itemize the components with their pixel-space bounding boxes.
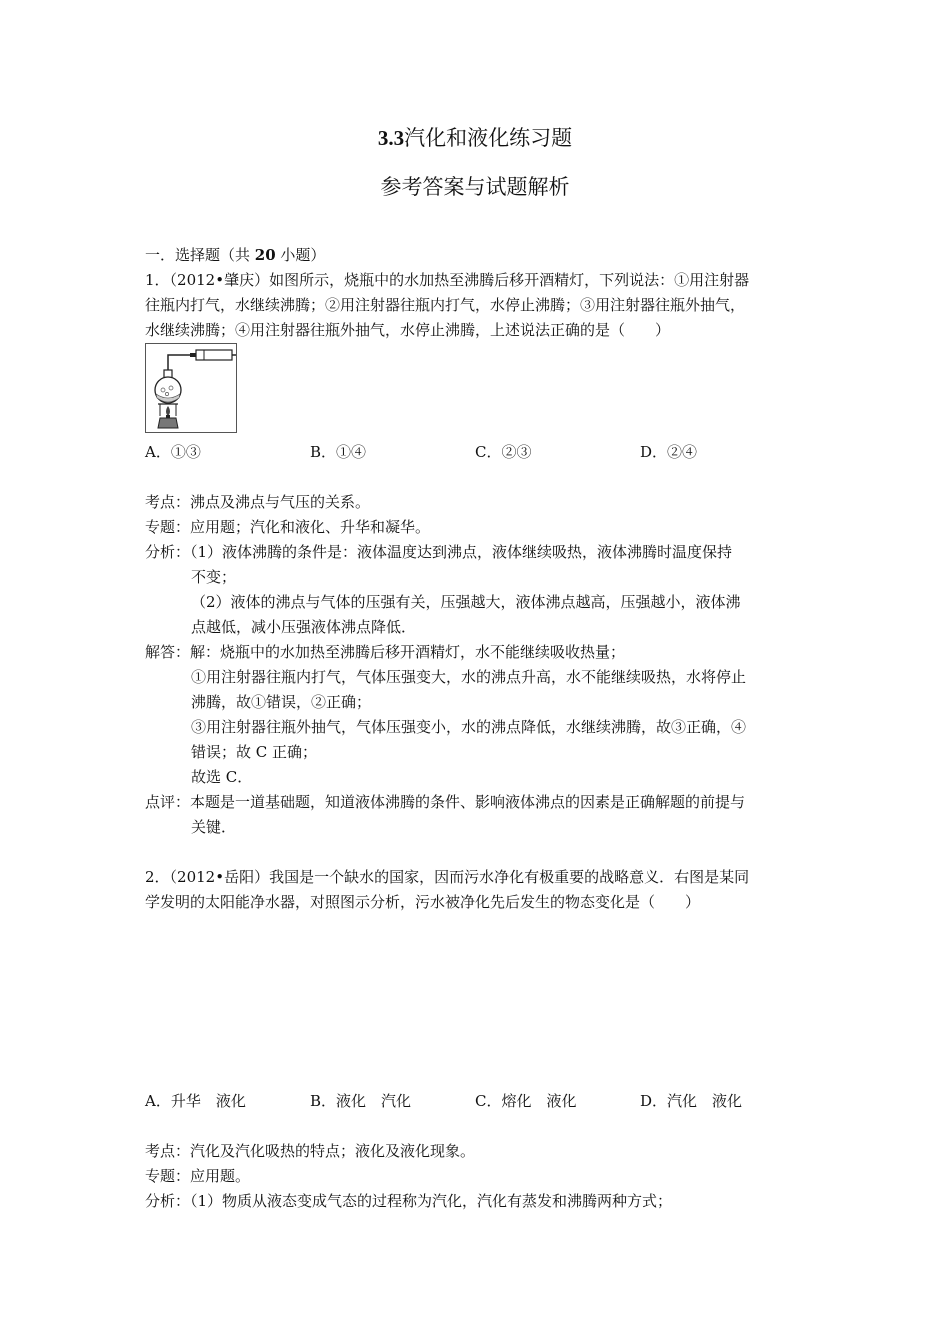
q2-option-d: D．汽化 液化 <box>640 1092 743 1110</box>
q2-stem-line-2: 学发明的太阳能净水器，对照图示分析，污水被净化先后发生的物态变化是（ ） <box>145 893 701 911</box>
q2-fenxi-line-1: 分析：（1）物质从液态变成气态的过程称为汽化，汽化有蒸发和沸腾两种方式； <box>145 1192 673 1210</box>
q1-zhuanti: 专题：应用题；汽化和液化、升华和凝华。 <box>145 518 431 536</box>
q1-fenxi-line-1: 分析：（1）液体沸腾的条件是：液体温度达到沸点，液体继续吸热，液体沸腾时温度保持 <box>145 543 733 561</box>
question-count: 20 <box>254 246 276 264</box>
page-title <box>0 124 950 152</box>
q2-option-a: A．升华 液化 <box>145 1092 246 1110</box>
q1-jieda-line-4: ③用注射器往瓶外抽气，气体压强变小，水的沸点降低，水继续沸腾，故③正确，④ <box>191 718 747 736</box>
title-main: 汽化和液化练习题 <box>404 126 573 150</box>
q1-fenxi-line-2: 不变； <box>191 568 237 586</box>
q2-stem-line-1: 2．（2012•岳阳）我国是一个缺水的国家，因而污水净化有极重要的战略意义．右图是某同 <box>145 868 750 886</box>
q1-stem-line-1: 1．（2012•肇庆）如图所示，烧瓶中的水加热至沸腾后移开酒精灯，下列说法：①用注射器 <box>145 271 750 289</box>
q1-option-c: C．②③ <box>475 443 532 461</box>
q1-jieda-line-3: 沸腾，故①错误，②正确； <box>191 693 372 711</box>
q2-kaodian: 考点：汽化及汽化吸热的特点；液化及液化现象。 <box>145 1142 476 1160</box>
q1-kaodian: 考点：沸点及沸点与气压的关系。 <box>145 493 371 511</box>
q1-fenxi-line-3: （2）液体的沸点与气体的压强有关，压强越大，液体沸点越高，压强越小，液体沸 <box>191 593 741 611</box>
q1-jieda-line-5: 错误；故 C 正确； <box>191 743 318 761</box>
q2-zhuanti: 专题：应用题。 <box>145 1167 251 1185</box>
q1-jieda-line-2: ①用注射器往瓶内打气，气体压强变大，水的沸点升高，水不能继续吸热，水将停止 <box>191 668 747 686</box>
page-subtitle: 参考答案与试题解析 <box>380 175 570 199</box>
q1-jieda-line-1: 解答：解：烧瓶中的水加热至沸腾后移开酒精灯，水不能继续吸收热量； <box>145 643 626 661</box>
q1-option-a: A．①③ <box>145 443 201 461</box>
q1-fenxi-line-4: 点越低，减小压强液体沸点降低． <box>191 618 417 636</box>
flask-syringe-diagram <box>146 344 236 432</box>
section-heading: 一．选择题（共 20 小题） <box>145 246 326 264</box>
q1-stem-line-3: 水继续沸腾；④用注射器往瓶外抽气，水停止沸腾，上述说法正确的是（ ） <box>145 321 671 339</box>
q1-option-b: B．①④ <box>310 443 367 461</box>
q1-option-d: D．②④ <box>640 443 698 461</box>
q1-stem-line-2: 往瓶内打气，水继续沸腾；②用注射器往瓶内打气，水停止沸腾；③用注射器往瓶外抽气， <box>145 296 746 314</box>
q2-option-b: B．液化 汽化 <box>310 1092 412 1110</box>
q1-dianping-line-2: 关键． <box>191 818 237 836</box>
q1-jieda-line-6: 故选 C． <box>191 768 253 786</box>
title-number: 3.3 <box>377 126 405 150</box>
q1-dianping-line-1: 点评：本题是一道基础题，知道液体沸腾的条件、影响液体沸点的因素是正确解题的前提与 <box>145 793 746 811</box>
q2-option-c: C．熔化 液化 <box>475 1092 577 1110</box>
q1-apparatus-figure <box>145 343 237 433</box>
